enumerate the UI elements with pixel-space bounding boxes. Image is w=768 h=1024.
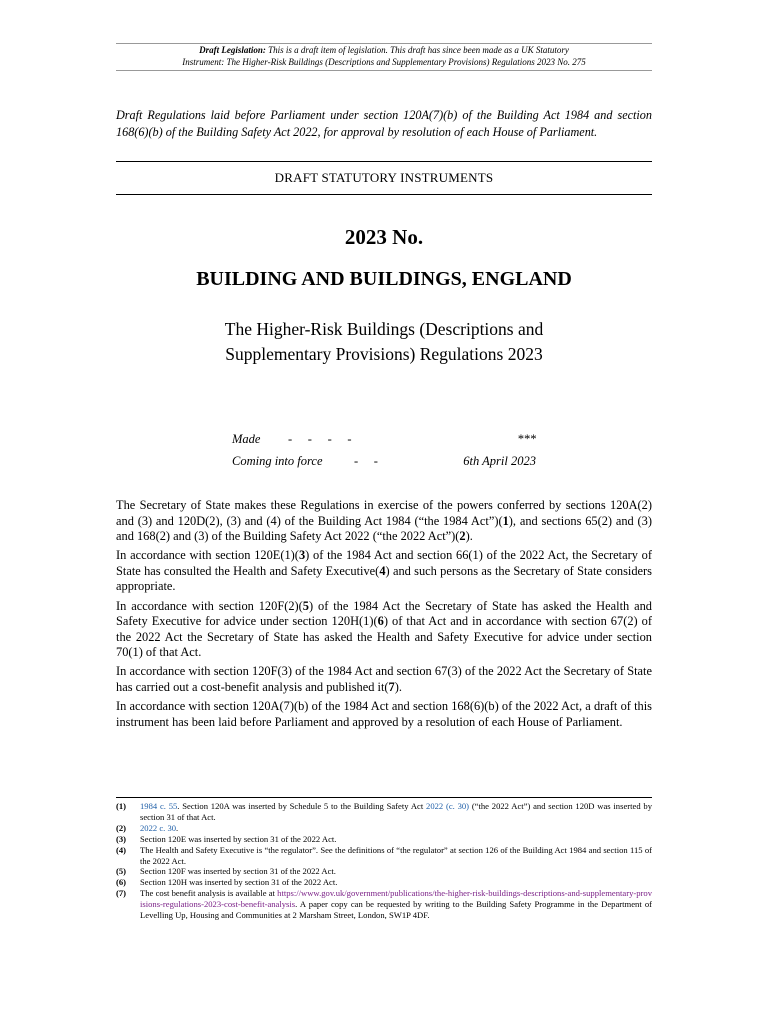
footnote-7: [116, 888, 652, 921]
footnote-ref-3[interactable]: 3: [298, 548, 306, 563]
footnote-4: [116, 845, 652, 867]
footnote-ref-7[interactable]: 7: [388, 680, 395, 695]
footnote-number: (7): [116, 888, 127, 899]
recital-3-text-c: ) of that Act and in accordance with section 67(2) of the 2022 Act the Secretary of State has asked the Health and Safety Executive for advice under section 70(1) of that Act.: [116, 614, 653, 660]
footnote-number: (2): [116, 822, 127, 833]
made-row: [232, 432, 536, 454]
instrument-number: 2023 No.: [344, 225, 424, 249]
link-2022[interactable]: 2022: [426, 801, 444, 811]
footnote-7-text-a: The cost benefit analysis is available at: [140, 888, 278, 899]
footnote-5: [116, 866, 652, 877]
footnote-ref-2[interactable]: 2: [459, 529, 466, 544]
recital-1-text-c: ).: [465, 529, 473, 544]
footnote-2: [116, 823, 652, 834]
recital-2-text-c: ) and such persons as the Secretary of State considers appropriate.: [116, 563, 652, 594]
coming-into-force-value: 6th April 2023: [463, 454, 536, 468]
banner-label: Draft Legislation:: [199, 45, 266, 55]
instrument-title: [156, 317, 612, 367]
footnote-7-text-b: . A paper copy can be requested by writing to the Building Safety Programme in the Department of Levelling Up, Housing and Communities at 2 Marsham Street, London, SW1P 4DF.: [140, 899, 652, 921]
footnote-2-text: .: [176, 822, 179, 833]
footnote-6-text: Section 120H was inserted by section 31 of the 2022 Act.: [140, 877, 338, 888]
footnote-4-text: The Health and Safety Executive is “the regulator”. See the definitions of “the regulator” at section 126 of the Building Act 1984 and section 115 of the 2022 Act.: [140, 844, 652, 866]
footnote-ref-1[interactable]: 1: [502, 513, 509, 528]
made-label: Made: [232, 432, 261, 446]
footnote-number: (6): [116, 877, 127, 888]
footnote-1-text-c: (“the 2022 Act”) and section 120D was inserted by section 31 of that Act.: [140, 801, 652, 822]
recital-4-text-a: In accordance with section 120F(3) of the 1984 Act and section 67(3) of the 2022 Act the Secretary of State has carried out a cost-benefit analysis and published it(: [116, 664, 652, 695]
footnote-1-text-a: . Section 120A was inserted by Schedule 5 to the Building Safety Act: [177, 801, 427, 811]
footnote-divider: [116, 797, 652, 798]
coming-into-force-row: [232, 454, 536, 476]
footnote-ref-6[interactable]: 6: [377, 614, 384, 629]
made-value: ***: [517, 432, 536, 446]
recital-5: In accordance with section 120A(7)(b) of the 1984 Act and section 168(6)(b) of the 2022 Act, a draft of this instrument has been laid before Parliament and approved by a resolution of each House of Parliament.: [116, 699, 652, 729]
recital-3-text-b: ) of the 1984 Act the Secretary of State has asked the Health and Safety Executive for advice under section 120H(1)(: [116, 598, 652, 629]
link-1984-c55[interactable]: 1984 c. 55: [140, 801, 178, 811]
footnote-6: [116, 877, 652, 888]
dates-table: [232, 432, 536, 476]
footnote-5-text: Section 120F was inserted by section 31 of the 2022 Act.: [140, 866, 336, 877]
recital-3: [116, 599, 652, 661]
subject-heading: BUILDING AND BUILDINGS, ENGLAND: [196, 268, 572, 290]
coming-into-force-dashes: - -: [354, 454, 378, 468]
draft-legislation-banner: [116, 43, 652, 71]
link-2022-c30[interactable]: 2022 c. 30: [140, 822, 177, 833]
preamble-note: Draft Regulations laid before Parliament under section 120A(7)(b) of the Building Act 1984 and section 168(6)(b) of the Building Safety Act 2022, for approval by resolution of each House of Parliament.: [116, 108, 652, 139]
recital-2: [116, 548, 652, 595]
footnote-number: (1): [116, 801, 127, 811]
recital-4: [116, 664, 652, 695]
recital-3-text-a: In accordance with section 120F(2)(: [116, 598, 303, 613]
recital-1-text-b: ), and sections 65(2) and (3) and 168(2) and (3) of the Building Safety Act 2022 (“the 2022 Act”)(: [116, 513, 652, 544]
recital-2-text-b: ) of the 1984 Act and section 66(1) of the 2022 Act, the Secretary of State has consulted the Health and Safety Executive(: [116, 548, 652, 578]
recital-1: [116, 498, 652, 545]
recital-2-text-a: In accordance with section 120E(1)(: [116, 548, 299, 563]
footnote-number: (4): [116, 844, 127, 855]
recital-1-text-a: The Secretary of State makes these Regulations in exercise of the powers conferred by sections 120A(2) and (3) and 120D(2), (3) and (4) of the Building Act 1984 (“the 1984 Act”)(: [116, 498, 652, 528]
recital-4-text-b: ).: [394, 680, 402, 695]
banner-line2: Instrument: The Higher-Risk Buildings (Descriptions and Supplementary Provisions) Regulations 2023 No. 275: [182, 56, 586, 67]
series-heading: DRAFT STATUTORY INSTRUMENTS: [274, 170, 494, 185]
footnote-number: (5): [116, 866, 127, 877]
footnote-1: [116, 801, 652, 823]
coming-into-force-label: Coming into force: [232, 454, 323, 468]
footnote-number: (3): [116, 833, 127, 844]
footnote-3-text: Section 120E was inserted by section 31 of the 2022 Act.: [140, 833, 337, 844]
cost-benefit-analysis-link[interactable]: https://www.gov.uk/government/publications/the-higher-risk-buildings-descriptions-and-supplementary-provisions-regulations-2023-cost-benefit-analysis: [140, 888, 652, 910]
footnote-ref-5[interactable]: 5: [302, 598, 309, 613]
made-dashes: - - - -: [288, 432, 352, 446]
link-c30[interactable]: (c. 30): [445, 801, 470, 811]
divider-top: [116, 161, 652, 162]
divider-bottom: [116, 194, 652, 195]
banner-line1: This is a draft item of legislation. This draft has since been made as a UK Statutory: [268, 45, 569, 55]
title-line-1: The Higher-Risk Buildings (Descriptions and: [224, 319, 544, 339]
footnotes: [116, 801, 652, 921]
recitals: [116, 498, 652, 734]
footnote-ref-4[interactable]: 4: [379, 563, 386, 578]
title-line-2: Supplementary Provisions) Regulations 2023: [225, 344, 543, 364]
footnote-3: [116, 834, 652, 845]
